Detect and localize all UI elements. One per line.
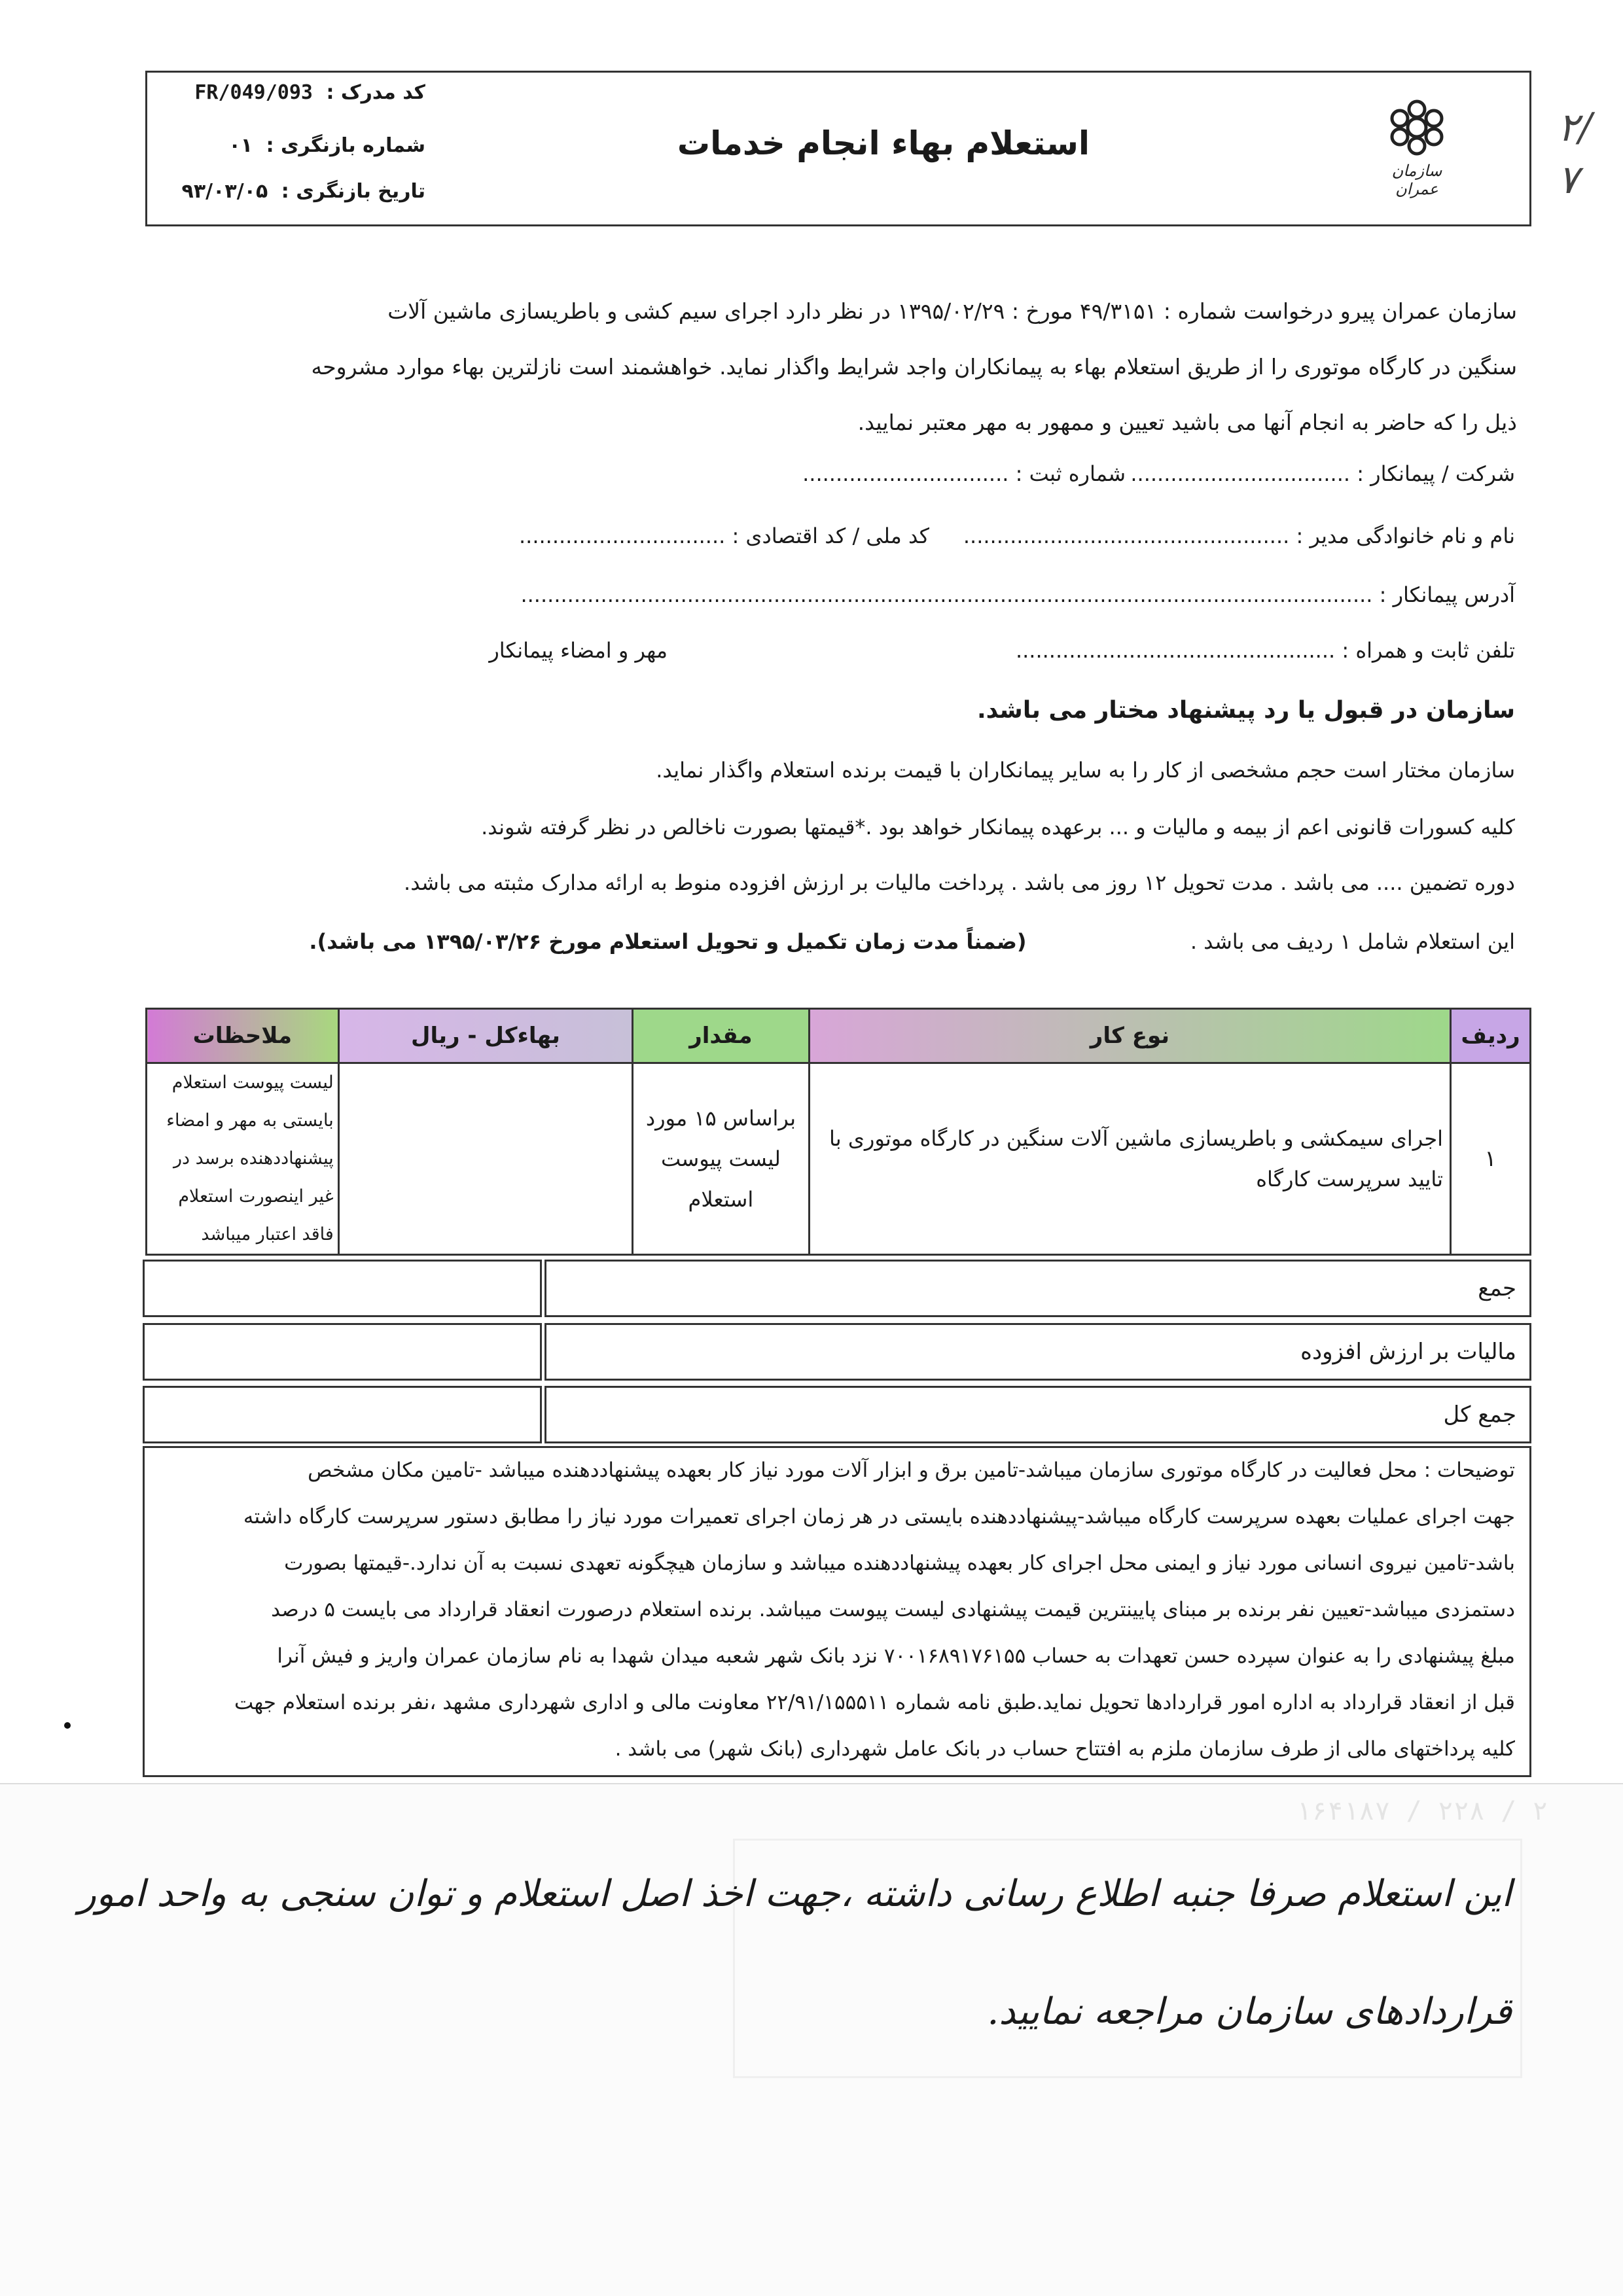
acceptance-statement: سازمان در قبول یا رد پیشنهاد مختار می باشد. [976, 697, 1515, 724]
document-title: استعلام بهاء انجام خدمات [677, 124, 1090, 162]
company-field[interactable]: شرکت / پیمانکار : ................................. [1130, 461, 1515, 486]
revision-number-label: شماره بازنگری : [266, 134, 425, 157]
cell-work-type: اجرای سیمکشی و باطریسازی ماشین آلات سنگین در کارگاه موتوری با تایید سرپرست کارگاه [809, 1063, 1450, 1255]
notice-line-2: قراردادهای سازمان مراجعه نمایید. [987, 1990, 1512, 2033]
assignment-right-text: سازمان مختار است حجم مشخصی از کار را به سایر پیمانکاران با قیمت برنده استعلام واگذار نماید. [656, 758, 1515, 783]
revision-number-value: ۰۱ [228, 134, 253, 157]
notice-line-1: این استعلام صرفا جنبه اطلاع رسانی داشته ،جهت اخذ اصل استعلام و توان سنجی به واحد امور [78, 1873, 1512, 1915]
document-code [164, 81, 425, 104]
vat-label: مالیات بر ارزش افزوده [544, 1323, 1531, 1381]
notes-line-1: توضیحات : محل فعالیت در کارگاه موتوری سازمان میباشد-تامین برق و ابزار آلات مورد نیاز کار بعهده پیشنهاددهنده میباشد -تامین مکان مشخص [308, 1458, 1515, 1482]
phone-field[interactable]: تلفن ثابت و همراه : ................................................ [1015, 638, 1515, 663]
notes-line-2: جهت اجرای عملیات بعهده سرپرست کارگاه میباشد-پیشنهاددهنده بایستی در هر زمان اجرای تعمیرات مورد نیاز را مطابق دستور سرپرست کارگاه داشته [243, 1505, 1515, 1528]
notes-line-3: باشد-تامین نیروی انسانی مورد نیاز و ایمنی محل اجرای کار بعهده پیشنهاددهنده میباشد و سازمان هیچگونه تعهدی نسبت به آن ندارد.-قیمتها بصورت [284, 1551, 1515, 1575]
notes-line-5: مبلغ پیشنهادی را به عنوان سپرده حسن تعهدات به حساب ۷۰۰۱۶۸۹۱۷۶۱۵۵ نزد بانک شهر شعبه میدان شهدا به نام سازمان عمران واریز و فیش آنرا [277, 1644, 1515, 1668]
page-mark-top: ۲/ [1558, 105, 1592, 150]
inclusion-rows-text: این استعلام شامل ۱ ردیف می باشد . [1190, 929, 1515, 954]
revision-number [164, 134, 425, 157]
grand-total-label: جمع کل [544, 1386, 1531, 1443]
header-work-type: نوع کار [809, 1009, 1450, 1063]
page-mark-bottom: ۷ [1558, 157, 1579, 203]
inclusion-text [262, 929, 1515, 954]
document-code-label: کد مدرک : [326, 81, 425, 104]
inclusion-deadline-text: (ضمناً مدت زمان تکمیل و تحویل استعلام مورخ ۱۳۹۵/۰۳/۲۶ می باشد). [309, 929, 1027, 954]
deductions-text: کلیه کسورات قانونی اعم از بیمه و مالیات و ... برعهده پیمانکار خواهد بود .*قیمتها بصورت ناخالص در نظر گرفته شوند. [481, 815, 1515, 839]
sum-label: جمع [544, 1260, 1531, 1317]
notes-line-7: کلیه پرداختهای مالی از طرف سازمان ملزم به افتتاح حساب در بانک عامل شهرداری (بانک شهر) می باشد . [615, 1737, 1515, 1761]
cell-row-number: ۱ [1451, 1063, 1531, 1255]
header-quantity: مقدار [633, 1009, 810, 1063]
work-items-table [145, 1008, 1531, 1256]
address-field[interactable]: آدرس پیمانکار : ................................................................................................................................ [520, 582, 1515, 607]
national-code-field[interactable]: کد ملی / کد اقتصادی : ............................... [518, 523, 929, 548]
header-row-number: ردیف [1451, 1009, 1531, 1063]
stamp-signature-label: مهر و امضاء پیمانکار [489, 638, 668, 663]
notes-line-4: دستمزدی میباشد-تعیین نفر برنده بر مبنای پایینترین قیمت پیشنهادی لیست پیوست میباشد. برنده استعلام درصورت انعقاد قرارداد می بایست ۵ درصد [271, 1598, 1515, 1621]
notes-line-6: قبل از انعقاد قرارداد به اداره امور قراردادها تحویل نماید.طبق نامه شماره ۲۲/۹۱/۱۵۵۵۱۱ معاونت مالی و اداری شهرداری مشهد ،نفر برنده استعلام جهت [234, 1691, 1515, 1714]
handwritten-page-mark [1558, 101, 1592, 206]
registration-number-field[interactable]: شماره ثبت : ............................... [802, 461, 1126, 486]
cell-total-price[interactable] [338, 1063, 632, 1255]
logo-emblem-icon [1384, 95, 1450, 160]
warranty-delivery-text: دوره تضمین .... می باشد . مدت تحویل ۱۲ روز می باشد . پرداخت مالیات بر ارزش افزوده منوط به ارائه مدارک مثبته می باشد. [404, 870, 1515, 895]
header-remarks: ملاحظات [147, 1009, 339, 1063]
intro-line-3: ذیل را که حاضر به انجام آنها می باشید تعیین و ممهور به مهر معتبر نمایید. [857, 410, 1517, 435]
intro-line-2: سنگین در کارگاه موتوری را از طریق استعلام بهاء به پیمانکاران واجد شرایط واگذار نماید. خواهشمند است نازلترین بهاء موارد مشروحه [311, 354, 1517, 380]
revision-date [164, 180, 425, 203]
table-header-row [147, 1009, 1531, 1063]
faded-reference-number: ۱۶۴۱۸۷ / ۲۲۸ / ۲ [1296, 1796, 1548, 1826]
revision-date-label: تاریخ بازنگری : [281, 180, 425, 203]
cell-remarks: لیست پیوست استعلام بایستی به مهر و امضاء پیشنهاددهنده برسد در غیر اینصورت استعلام فاقد اعتبار میباشد [147, 1063, 339, 1255]
manager-name-field[interactable]: نام و نام خانوادگی مدیر : ................................................. [963, 523, 1515, 548]
grand-total-value-field[interactable] [143, 1386, 542, 1443]
ink-dot [64, 1722, 71, 1729]
document-code-value: FR/049/093 [194, 81, 313, 104]
vat-value-field[interactable] [143, 1323, 542, 1381]
revision-date-value: ۹۳/۰۳/۰۵ [181, 180, 268, 203]
header-total-price: بهاءکل - ریال [338, 1009, 632, 1063]
table-row [147, 1063, 1531, 1255]
organization-logo [1368, 95, 1466, 200]
cell-quantity: براساس ۱۵ مورد لیست پیوست استعلام [633, 1063, 810, 1255]
intro-line-1: سازمان عمران پیرو درخواست شماره : ۴۹/۳۱۵۱ مورخ : ۱۳۹۵/۰۲/۲۹ در نظر دارد اجرای سیم کشی و باطریسازی ماشین آلات [387, 298, 1517, 324]
sum-value-field[interactable] [143, 1260, 542, 1317]
logo-caption: سازمان عمران [1391, 162, 1442, 198]
